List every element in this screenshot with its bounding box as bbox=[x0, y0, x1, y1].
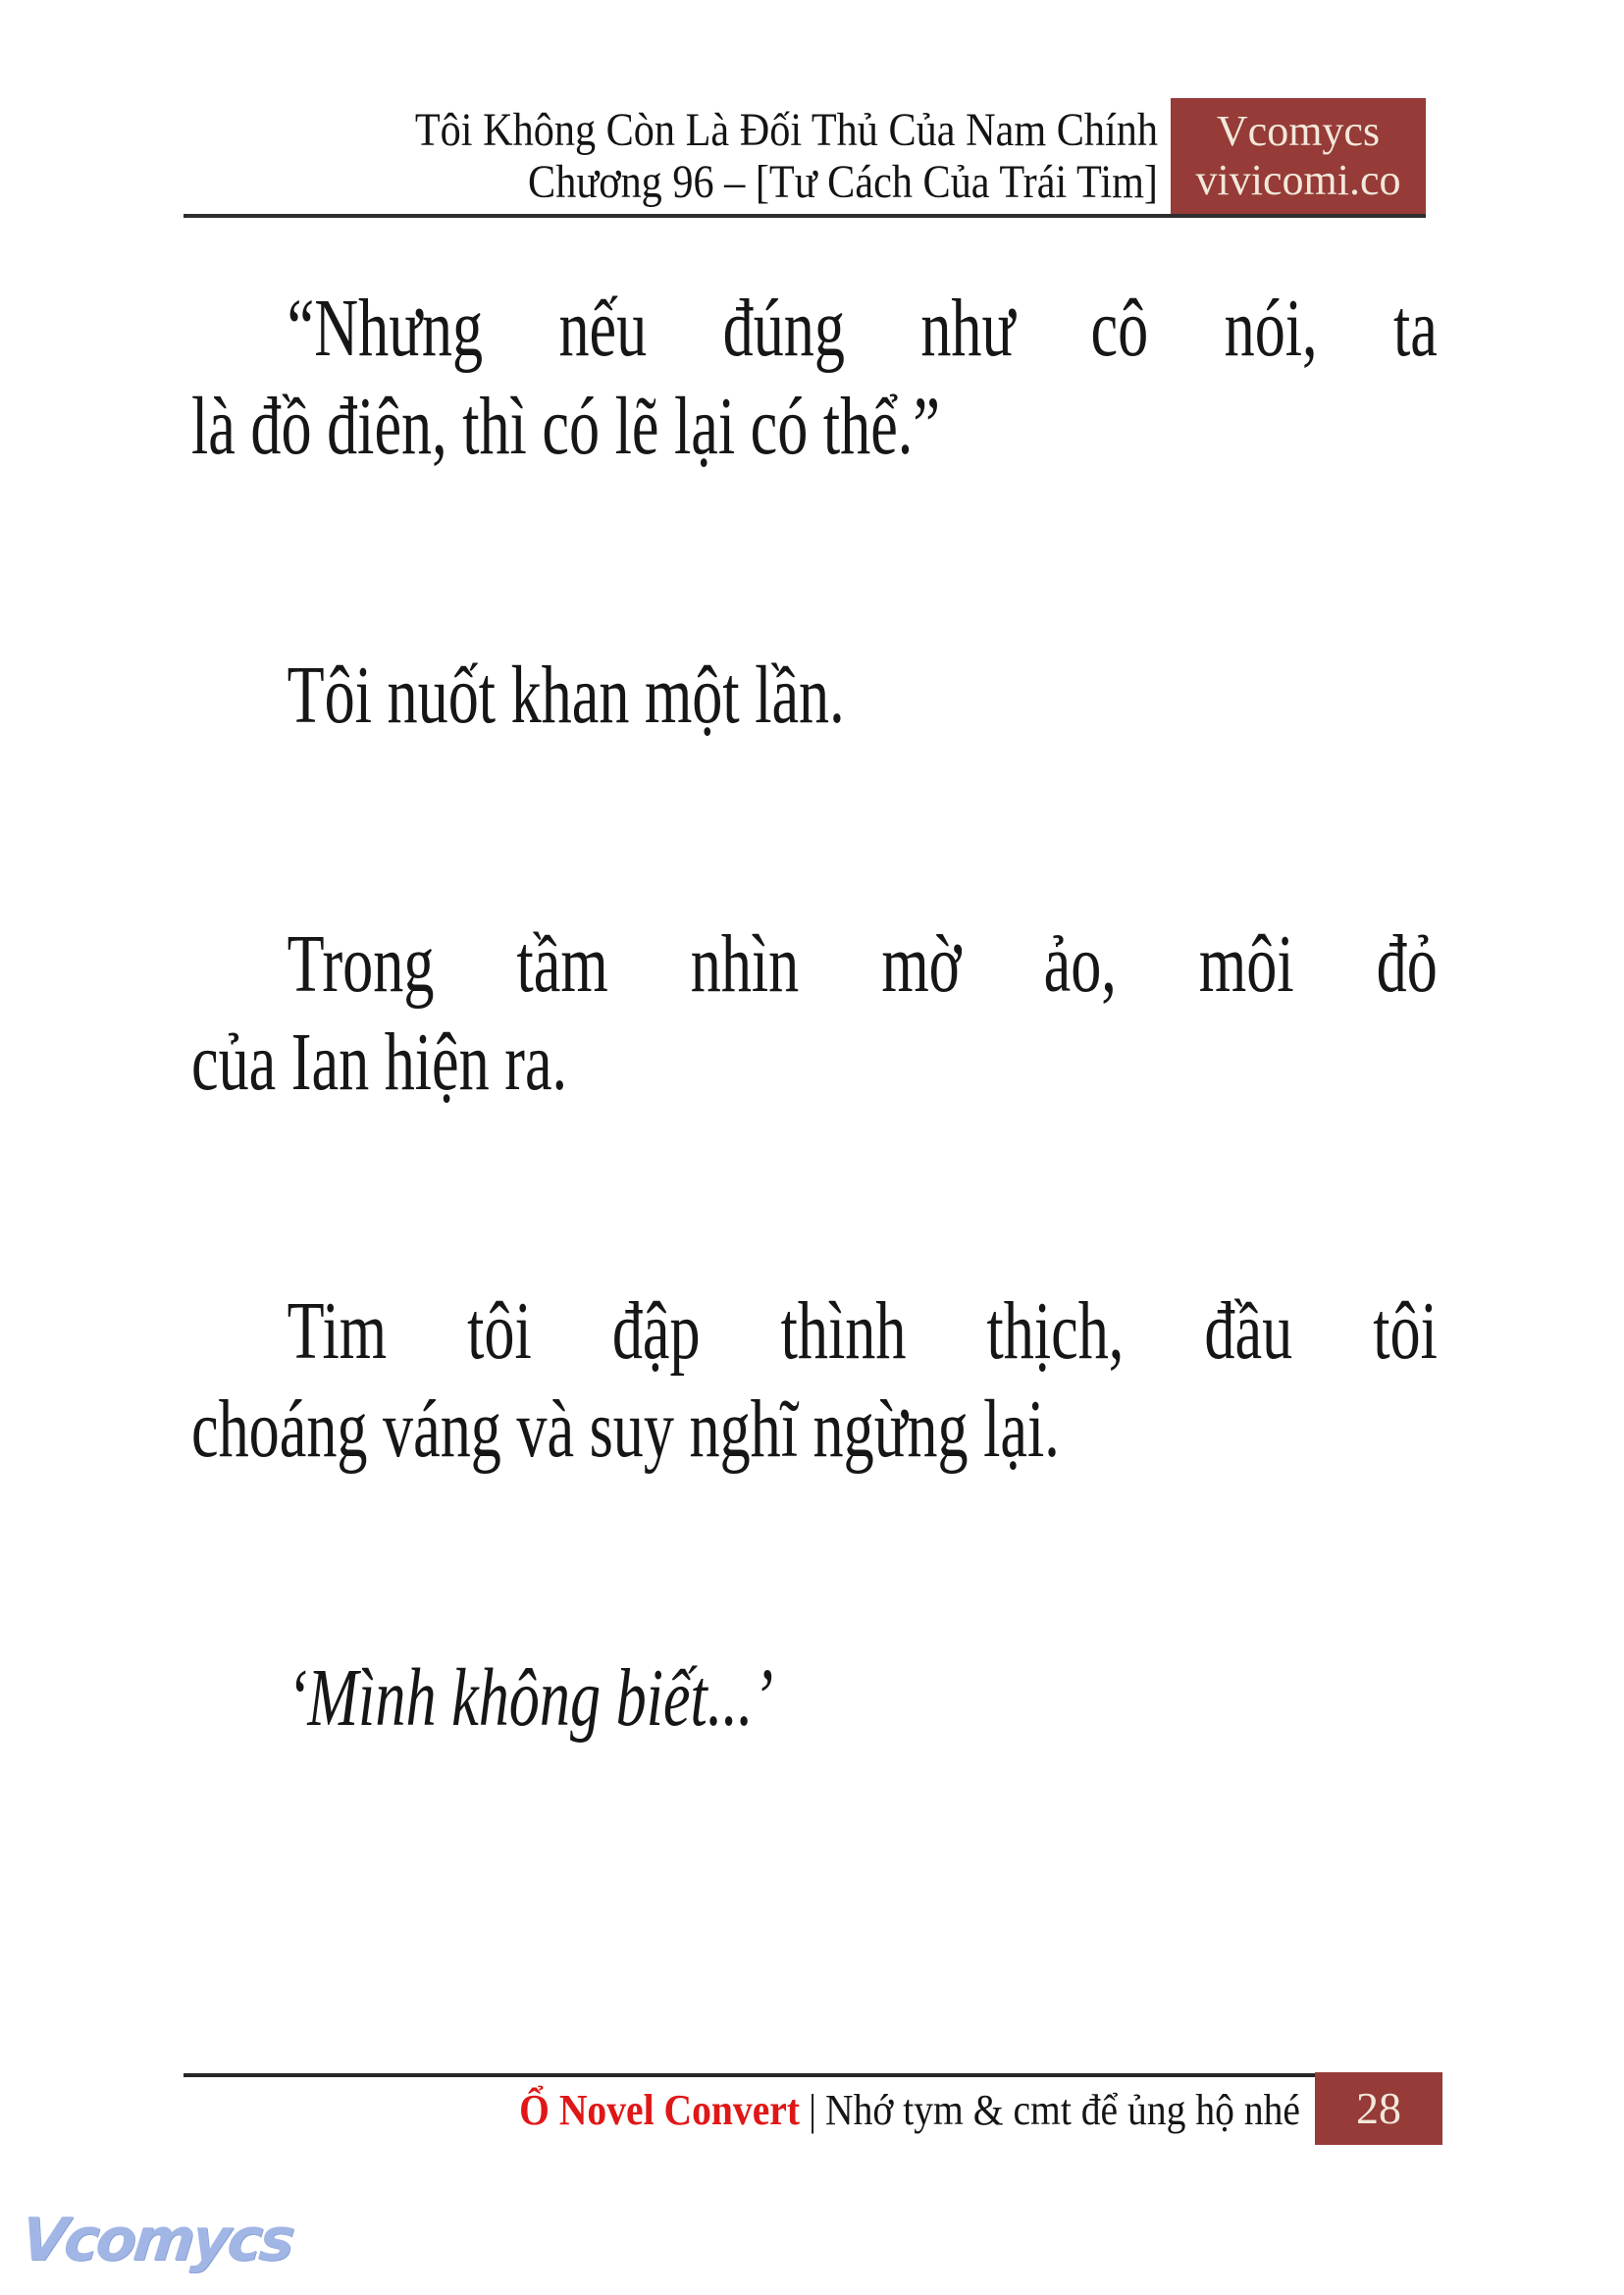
paragraph-1 bbox=[191, 280, 1438, 476]
footer-brand: Ổ Novel Convert bbox=[519, 2086, 801, 2134]
footer-divider bbox=[183, 2073, 1442, 2077]
paragraph-5 bbox=[191, 1649, 1438, 1747]
footer-credit-line bbox=[240, 2086, 1300, 2135]
header-divider bbox=[183, 214, 1426, 218]
brand-name: Vcomycs bbox=[1216, 107, 1381, 155]
page-header-title bbox=[208, 104, 1158, 208]
paragraph-line: Tim tôi đập thình thịch, đầu tôi bbox=[287, 1285, 1438, 1377]
paragraph-line: “Nhưng nếu đúng như cô nói, ta bbox=[287, 283, 1438, 374]
footer-separator: | bbox=[809, 2086, 817, 2134]
header-title-line2: Chương 96 – [Tư Cách Của Trái Tim] bbox=[528, 156, 1158, 208]
brand-box bbox=[1171, 98, 1426, 214]
footer-note: Nhớ tym & cmt để ủng hộ nhé bbox=[825, 2086, 1300, 2134]
paragraph-line: là đồ điên, thì có lẽ lại có thể.” bbox=[191, 381, 940, 472]
paragraph-line: của Ian hiện ra. bbox=[191, 1017, 568, 1108]
paragraph-line: Tôi nuốt khan một lần. bbox=[287, 650, 845, 741]
paragraph-line: ‘Mình không biết...’ bbox=[287, 1652, 774, 1744]
page-number-box bbox=[1315, 2072, 1442, 2145]
header-title-line1: Tôi Không Còn Là Đối Thủ Của Nam Chính bbox=[414, 104, 1158, 156]
paragraph-3 bbox=[191, 915, 1438, 1112]
paragraph-4 bbox=[191, 1282, 1438, 1479]
vcomycs-watermark-logo: Vcomycs bbox=[18, 2206, 295, 2274]
brand-url: vivicomi.co bbox=[1195, 156, 1401, 204]
body-text bbox=[191, 280, 1438, 1747]
paragraph-line: Trong tầm nhìn mờ ảo, môi đỏ bbox=[287, 918, 1438, 1010]
paragraph-line: choáng váng và suy nghĩ ngừng lại. bbox=[191, 1383, 1060, 1475]
page-number: 28 bbox=[1356, 2083, 1401, 2133]
paragraph-2 bbox=[191, 647, 1438, 745]
